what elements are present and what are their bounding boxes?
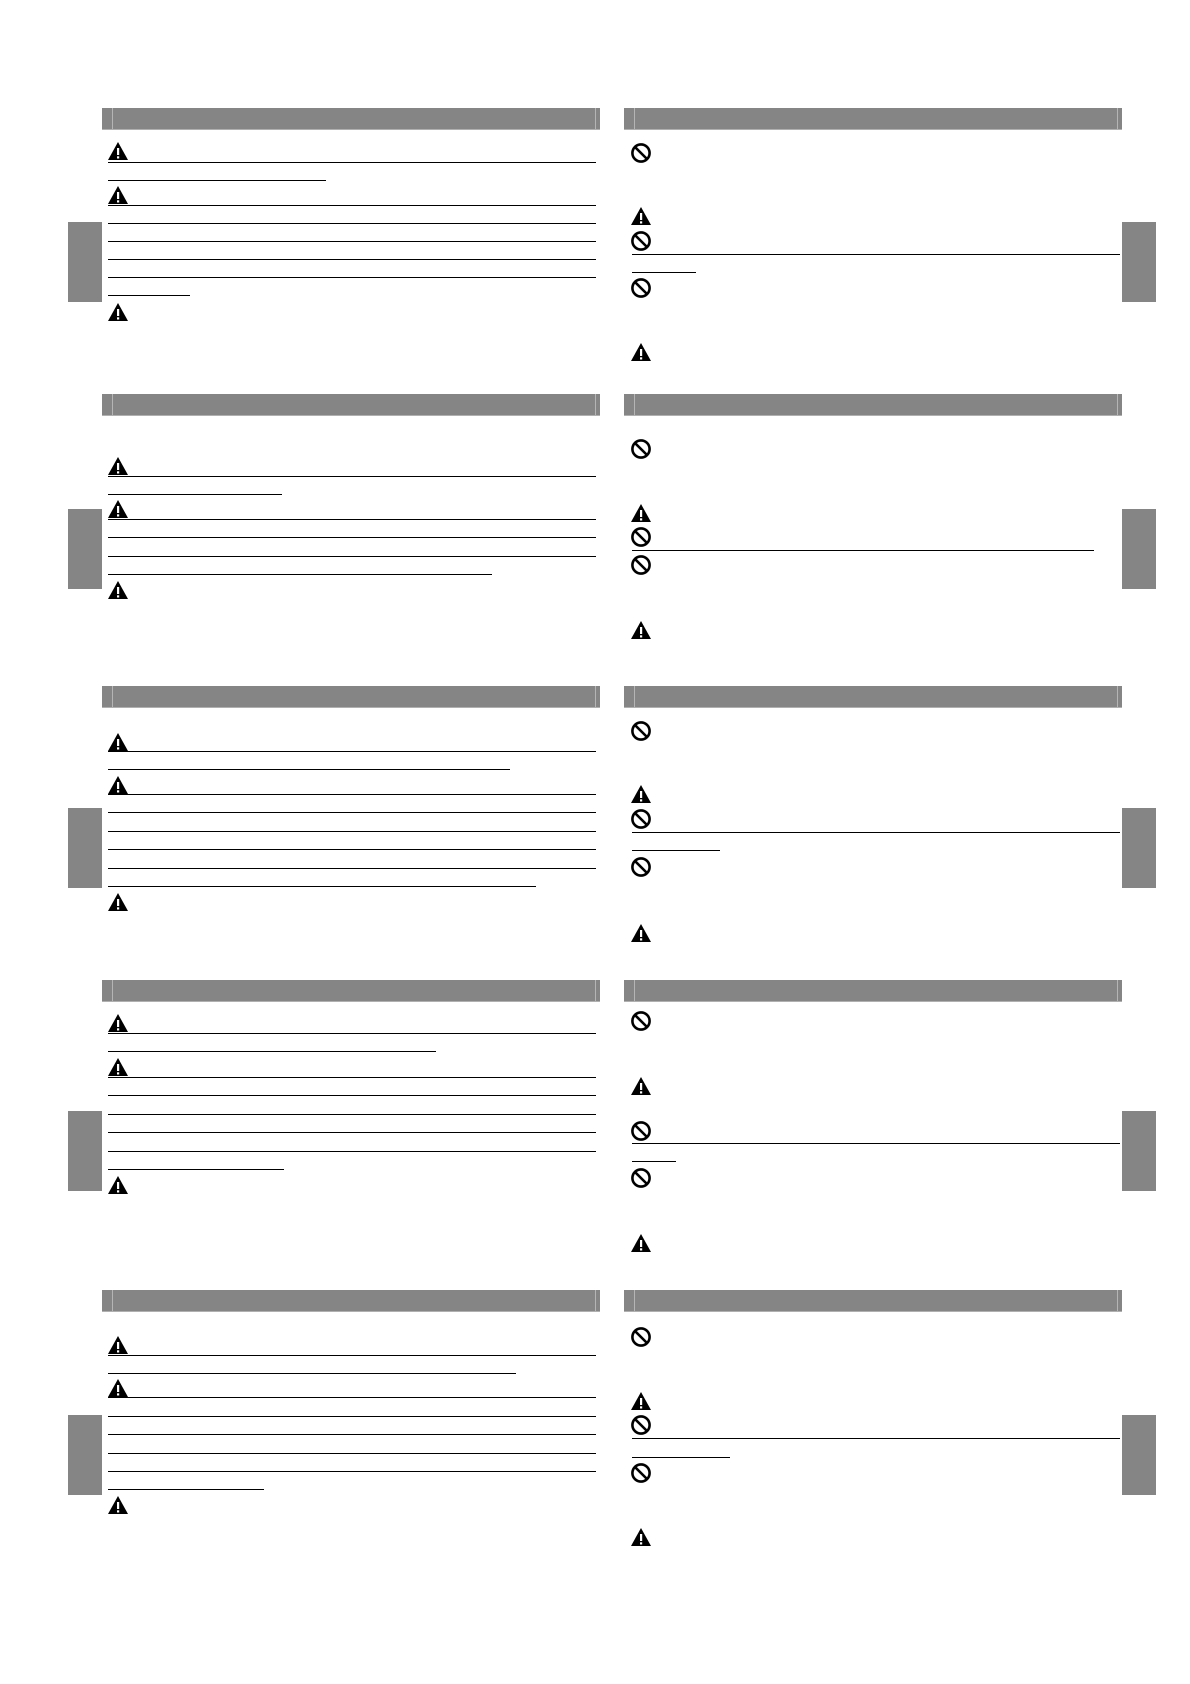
warning-triangle-icon	[107, 731, 129, 753]
warning-triangle-icon	[630, 341, 652, 363]
prohibition-icon	[630, 1010, 652, 1032]
text-line	[632, 1161, 676, 1162]
side-tab	[1122, 808, 1156, 888]
warning-triangle-icon	[107, 301, 129, 323]
text-line	[108, 241, 596, 242]
text-line	[108, 205, 596, 206]
text-line	[632, 1143, 1120, 1144]
side-tab	[1122, 509, 1156, 589]
text-line	[108, 476, 596, 477]
warning-triangle-icon	[107, 579, 129, 601]
prohibition-icon	[630, 554, 652, 576]
text-line	[108, 162, 596, 163]
warning-triangle-icon	[107, 1056, 129, 1078]
prohibition-icon	[630, 526, 652, 548]
text-line	[108, 574, 492, 575]
warning-triangle-icon	[107, 891, 129, 913]
text-line	[108, 1397, 596, 1398]
warning-triangle-icon	[107, 184, 129, 206]
warning-triangle-icon	[107, 1494, 129, 1516]
warning-triangle-icon	[107, 1174, 129, 1196]
text-line	[632, 254, 1120, 255]
warning-triangle-icon	[107, 1377, 129, 1399]
warning-triangle-icon	[107, 140, 129, 162]
text-line	[108, 769, 510, 770]
text-line	[632, 1438, 1120, 1439]
section-header-bar	[102, 108, 600, 130]
text-line	[108, 868, 596, 869]
warning-triangle-icon	[630, 502, 652, 524]
section-header-bar	[624, 980, 1122, 1002]
warning-triangle-icon	[107, 1334, 129, 1356]
section-header-bar	[102, 394, 600, 416]
warning-triangle-icon	[630, 1232, 652, 1254]
side-tab	[68, 1111, 102, 1191]
prohibition-icon	[630, 1167, 652, 1189]
text-line	[108, 519, 596, 520]
section-header-bar	[102, 980, 600, 1002]
text-line	[108, 1051, 436, 1052]
section-header-bar	[102, 1290, 600, 1312]
text-line	[108, 849, 596, 850]
prohibition-icon	[630, 1120, 652, 1142]
text-line	[632, 1457, 730, 1458]
side-tab	[1122, 1415, 1156, 1495]
text-line	[108, 1434, 596, 1435]
text-line	[108, 1132, 596, 1133]
side-tab	[68, 1415, 102, 1495]
text-line	[108, 537, 596, 538]
text-line	[108, 812, 596, 813]
text-line	[108, 556, 596, 557]
prohibition-icon	[630, 856, 652, 878]
warning-triangle-icon	[630, 922, 652, 944]
warning-triangle-icon	[630, 205, 652, 227]
text-line	[108, 1095, 596, 1096]
warning-triangle-icon	[107, 498, 129, 520]
warning-triangle-icon	[630, 1526, 652, 1548]
text-line	[108, 494, 282, 495]
prohibition-icon	[630, 142, 652, 164]
text-line	[108, 1489, 264, 1490]
warning-triangle-icon	[630, 1390, 652, 1412]
warning-triangle-icon	[107, 455, 129, 477]
text-line	[108, 794, 596, 795]
text-line	[108, 1471, 596, 1472]
text-line	[632, 832, 1120, 833]
text-line	[108, 1033, 596, 1034]
text-line	[108, 1453, 596, 1454]
text-line	[108, 1077, 596, 1078]
section-header-bar	[624, 686, 1122, 708]
text-line	[108, 751, 596, 752]
text-line	[108, 1169, 284, 1170]
prohibition-icon	[630, 808, 652, 830]
prohibition-icon	[630, 277, 652, 299]
text-line	[632, 850, 720, 851]
text-line	[632, 272, 696, 273]
section-header-bar	[624, 1290, 1122, 1312]
prohibition-icon	[630, 720, 652, 742]
warning-triangle-icon	[107, 774, 129, 796]
text-line	[108, 259, 596, 260]
prohibition-icon	[630, 1462, 652, 1484]
prohibition-icon	[630, 1414, 652, 1436]
text-line	[108, 223, 596, 224]
text-line	[108, 1151, 596, 1152]
text-line	[108, 180, 326, 181]
prohibition-icon	[630, 230, 652, 252]
text-line	[108, 277, 596, 278]
side-tab	[1122, 1111, 1156, 1191]
text-line	[108, 831, 596, 832]
prohibition-icon	[630, 1326, 652, 1348]
section-header-bar	[102, 686, 600, 708]
text-line	[108, 1416, 596, 1417]
text-line	[108, 886, 536, 887]
text-line	[108, 1355, 596, 1356]
warning-triangle-icon	[107, 1012, 129, 1034]
side-tab	[68, 808, 102, 888]
warning-triangle-icon	[630, 619, 652, 641]
section-header-bar	[624, 394, 1122, 416]
text-line	[632, 550, 1094, 551]
side-tab	[68, 222, 102, 302]
warning-triangle-icon	[630, 1075, 652, 1097]
side-tab	[68, 509, 102, 589]
side-tab	[1122, 222, 1156, 302]
text-line	[108, 1114, 596, 1115]
text-line	[108, 295, 190, 296]
warning-triangle-icon	[630, 783, 652, 805]
section-header-bar	[624, 108, 1122, 130]
text-line	[108, 1373, 516, 1374]
prohibition-icon	[630, 438, 652, 460]
